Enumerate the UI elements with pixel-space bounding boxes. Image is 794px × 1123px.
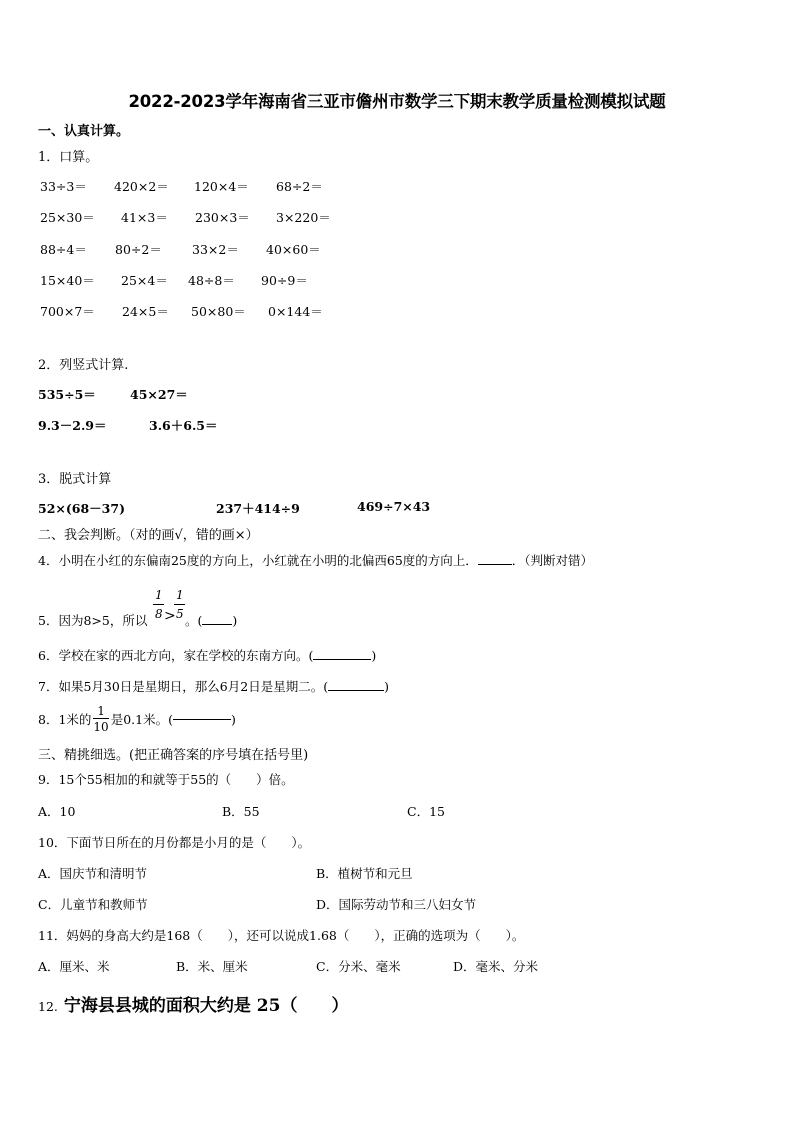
close-paren: ) [232,613,238,628]
question-4 [38,551,593,569]
question-7 [38,677,389,695]
question-9: 9．15个55相加的和就等于55的（ ）倍。 [38,772,294,787]
answer-blank[interactable] [478,564,512,565]
question-4-tail: ．（判断对错） [511,553,594,568]
page-title: 2022-2023学年海南省三亚市儋州市数学三下期末教学质量检测模拟试题 [128,92,666,111]
section-1-heading: 一、认真计算。 [38,124,130,139]
question-5-answer [185,611,237,629]
question-10: 10．下面节日所在的月份都是小月的是（ ）。 [38,835,311,850]
oral-item: 88÷4＝ [40,242,87,257]
oral-item: 24×5＝ [122,304,169,319]
close-paren: ) [371,648,377,663]
fraction-bar [153,604,164,605]
oral-item: 25×4＝ [121,273,168,288]
option-b[interactable]: B．55 [222,804,260,819]
oral-item: 41×3＝ [121,210,168,225]
question-5-tail: 。( [185,613,203,628]
question-11: 11．妈妈的身高大约是168（ ），还可以说成1.68（ ），正确的选项为（ ）。 [38,928,525,943]
close-paren: ) [230,711,236,727]
question-12 [38,991,348,1016]
section-2-heading: 二、我会判断。（对的画√，错的画×） [38,528,259,543]
oral-item: 0×144＝ [268,304,323,319]
fraction-bar [174,604,185,605]
question-5-text: 5．因为8>5，所以 [38,613,148,628]
oral-item: 68÷2＝ [276,179,323,194]
option-d[interactable]: D．国际劳动节和三八妇女节 [316,897,477,912]
question-7-text: 7．如果5月30日是星期日，那么6月2日是星期二。( [38,679,329,694]
option-d[interactable]: D．毫米、分米 [453,959,539,974]
option-a[interactable]: A．10 [38,804,76,819]
option-c[interactable]: C．分米、毫米 [316,959,401,974]
oral-item: 80÷2＝ [115,242,162,257]
question-12-text: 宁海县县城的面积大约是 25（ ） [63,996,349,1016]
question-8-text: 8．1米的 [38,712,92,727]
fraction-denominator: 8 [155,607,163,621]
oral-item: 230×3＝ [195,210,250,225]
oral-item: 50×80＝ [191,304,246,319]
oral-item: 90÷9＝ [261,273,308,288]
vertical-calc-item: 535÷5＝ [38,387,96,402]
section-3-heading: 三、精挑细选。(把正确答案的序号填在括号里) [38,748,309,763]
option-b[interactable]: B．植树节和元旦 [316,866,413,881]
fraction-one-tenth [93,705,108,733]
fraction-denominator: 5 [176,607,184,621]
answer-blank[interactable] [313,659,371,660]
expression-item: 237＋414÷9 [216,501,300,516]
question-6-text: 6．学校在家的西北方向，家在学校的东南方向。( [38,648,314,663]
option-c[interactable]: C．儿童节和教师节 [38,897,148,912]
oral-item: 3×220＝ [276,210,331,225]
fraction-numerator: 1 [93,705,108,719]
oral-item: 15×40＝ [40,273,95,288]
question-1: 1．口算。 [38,150,99,165]
answer-blank[interactable] [328,690,384,691]
oral-item: 420×2＝ [114,179,169,194]
vertical-calc-item: 3.6＋6.5＝ [149,418,218,433]
oral-item: 40×60＝ [266,242,321,257]
greater-than-sign: > [164,608,176,624]
question-12-number: 12. [38,999,58,1014]
question-2: 2．列竖式计算. [38,358,129,373]
question-6 [38,646,376,664]
option-a[interactable]: A．国庆节和清明节 [38,866,148,881]
answer-blank[interactable] [173,719,231,720]
oral-item: 33÷3＝ [40,179,87,194]
expression-item: 469÷7×43 [357,499,431,514]
close-paren: ) [384,679,389,694]
fraction-denominator: 10 [93,720,109,734]
question-4-text: 4．小明在小红的东偏南25度的方向上，小红就在小明的北偏西65度的方向上． [38,553,478,568]
option-c[interactable]: C．15 [407,804,445,819]
vertical-calc-item: 9.3－2.9＝ [38,418,107,433]
question-8 [38,705,236,733]
option-a[interactable]: A．厘米、米 [38,959,110,974]
expression-item: 52×(68－37) [38,501,125,516]
oral-item: 48÷8＝ [188,273,235,288]
oral-item: 120×4＝ [194,179,249,194]
question-5 [38,611,147,629]
vertical-calc-item: 45×27＝ [130,387,188,402]
oral-item: 700×7＝ [40,304,95,319]
question-8-text-b: 是0.1米。( [110,712,173,727]
answer-blank[interactable] [202,624,232,625]
fraction-numerator: 1 [155,588,163,602]
question-3: 3．脱式计算 [38,472,112,487]
oral-item: 25×30＝ [40,210,95,225]
oral-item: 33×2＝ [192,242,239,257]
option-b[interactable]: B．米、厘米 [176,959,248,974]
fraction-numerator: 1 [176,588,184,602]
